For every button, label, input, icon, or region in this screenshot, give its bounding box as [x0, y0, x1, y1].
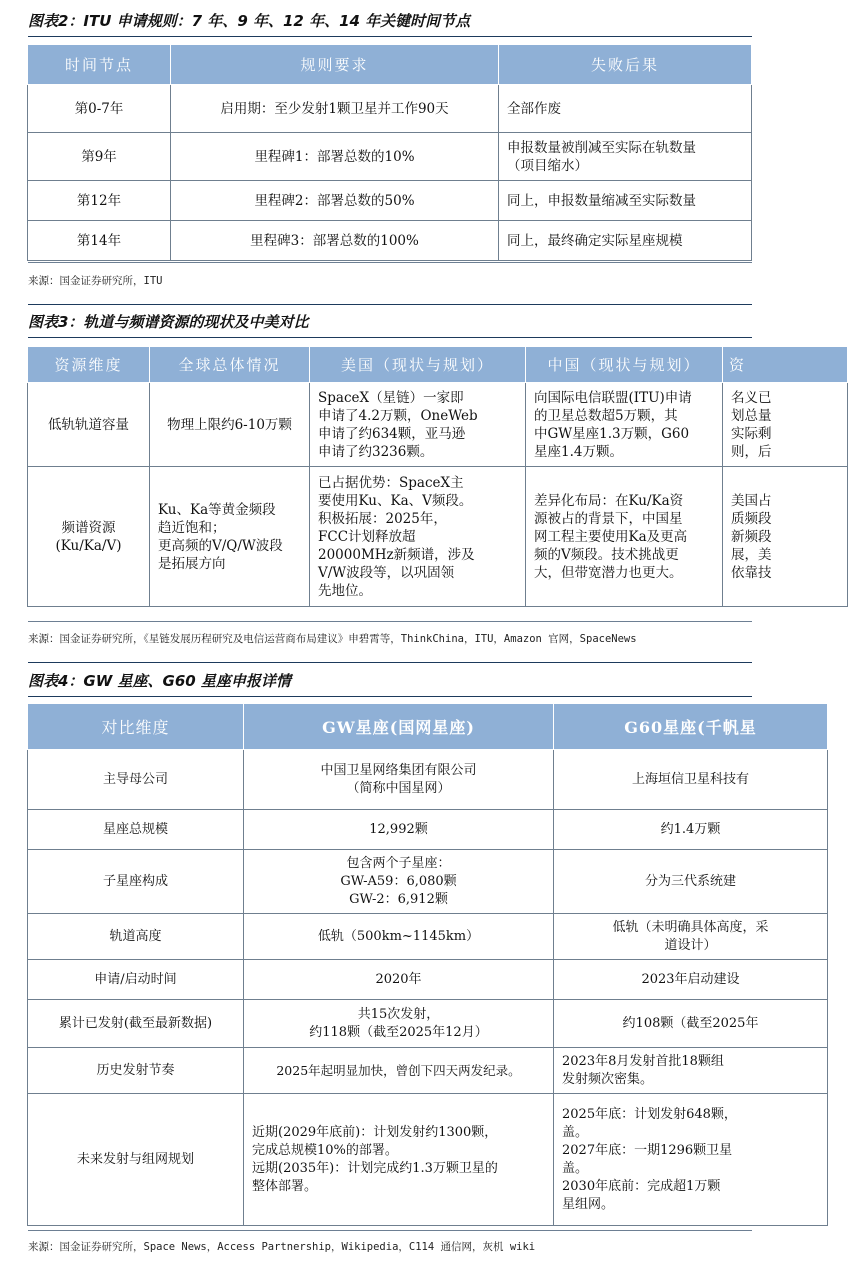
table-cell: 星座总规模: [28, 810, 244, 850]
table-cell: 低轨（未明确具体高度，采 道设计）: [554, 914, 828, 960]
table-cell: 里程碑2：部署总数的50%: [171, 181, 499, 221]
fig4-top-rule: [28, 696, 752, 697]
fig4-top-divider: [28, 662, 752, 663]
fig2-source: 来源：国金证券研究所，ITU: [28, 275, 163, 287]
table-row: [28, 960, 828, 1000]
table-cell: 历史发射节奏: [28, 1048, 244, 1094]
table-cell: 2023年启动建设: [554, 960, 828, 1000]
table-cell: 轨道高度: [28, 914, 244, 960]
fig3-table: [27, 346, 772, 607]
table-row: [28, 1048, 828, 1094]
table-cell: 物理上限约6-10万颗: [150, 383, 310, 467]
table-cell: 已占据优势：SpaceX主 要使用Ku、Ka、V频段。 积极拓展：2025年， FCC计划释放超 20000MHz新频谱，涉及 V/W波段等，以巩固领 先地位。: [310, 467, 526, 607]
table-row: [28, 85, 752, 133]
table-cell: 2025年底：计划发射648颗， 盖。 2027年底：一期1296颗卫星 盖。 2030年底前：完成超1万颗 星组网。: [554, 1094, 828, 1226]
table-cell: 近期(2029年底前)：计划发射约1300颗， 完成总规模10%的部署。 远期(2035年)：计划完成约1.3万颗卫星的 整体部署。: [244, 1094, 554, 1226]
fig4-bottom-rule: [28, 1230, 752, 1231]
table-cell: 第9年: [28, 133, 171, 181]
table-cell: 第14年: [28, 221, 171, 261]
fig3-top-rule: [28, 337, 752, 338]
table-cell: 低轨（500km~1145km）: [244, 914, 554, 960]
table-row: [28, 1000, 828, 1048]
table-cell: 包含两个子星座： GW-A59：6,080颗 GW-2：6,912颗: [244, 850, 554, 914]
table-cell: 2025年起明显加快，曾创下四天两发纪录。: [244, 1048, 554, 1094]
table-cell: 约108颗（截至2025年: [554, 1000, 828, 1048]
table-cell: 申报数量被削减至实际在轨数量 （项目缩水）: [499, 133, 752, 181]
table-row: [28, 810, 828, 850]
fig4-source: 来源：国金证券研究所，Space News，Access Partnership，Wikipedia，C114 通信网，灰机 wiki: [28, 1241, 536, 1253]
table-cell: 第12年: [28, 181, 171, 221]
table-row: [28, 914, 828, 960]
table-cell: SpaceX（星链）一家即 申请了4.2万颗，OneWeb 申请了约634颗，亚马逊 申请了约3236颗。: [310, 383, 526, 467]
table-cell: 中国卫星网络集团有限公司 （简称中国星网）: [244, 750, 554, 810]
table-row: [28, 133, 752, 181]
table-cell: 约1.4万颗: [554, 810, 828, 850]
table-cell: 第0-7年: [28, 85, 171, 133]
fig4-title: 图表4：GW 星座、G60 星座申报详情: [28, 672, 291, 690]
table-cell: 全部作废: [499, 85, 752, 133]
fig3-source: 来源：国金证券研究所，《星链发展历程研究及电信运营商布局建议》申碧霄等，ThinkChina，ITU，Amazon 官网，SpaceNews: [28, 633, 637, 645]
table-cell: 同上，申报数量缩减至实际数量: [499, 181, 752, 221]
table-cell: 低轨轨道容量: [28, 383, 150, 467]
fig2-table: [27, 44, 753, 261]
table-row: [28, 750, 828, 810]
fig3-header-row: [28, 347, 848, 383]
fig2-bottom-rule: [28, 262, 752, 263]
table-cell: 名义已 划总量 实际剩 则，后: [723, 383, 848, 467]
table-row: [28, 221, 752, 261]
fig2-header-cell: 失败后果: [499, 45, 752, 85]
fig3-header-cell: 中国（现状与规划）: [526, 347, 723, 383]
table-cell: 里程碑3：部署总数的100%: [171, 221, 499, 261]
table-cell: 美国占 质频段 新频段 展，美 依靠技: [723, 467, 848, 607]
table-cell: 里程碑1：部署总数的10%: [171, 133, 499, 181]
table-row: [28, 467, 848, 607]
table-cell: 差异化布局：在Ku/Ka资 源被占的背景下，中国星 网工程主要使用Ka及更高 频的V频段。技术挑战更 大，但带宽潜力也更大。: [526, 467, 723, 607]
table-cell: 2020年: [244, 960, 554, 1000]
fig4-header-cell: GW星座(国网星座): [244, 704, 554, 750]
fig4-header-cell: 对比维度: [28, 704, 244, 750]
table-cell: 向国际电信联盟(ITU)申请 的卫星总数超5万颗，其 中GW星座1.3万颗，G60 星座1.4万颗。: [526, 383, 723, 467]
fig2-header-row: [28, 45, 752, 85]
fig3-header-cell: 美国（现状与规划）: [310, 347, 526, 383]
fig3-header-cell: 资源维度: [28, 347, 150, 383]
fig3-bottom-rule: [28, 621, 752, 622]
fig3-header-cell: 资: [723, 347, 848, 383]
fig2-top-rule: [28, 36, 752, 37]
table-row: [28, 1094, 828, 1226]
fig3-title: 图表3：轨道与频谱资源的现状及中美对比: [28, 313, 309, 331]
fig2-header-cell: 规则要求: [171, 45, 499, 85]
fig2-title: 图表2：ITU 申请规则：7 年、9 年、12 年、14 年关键时间节点: [28, 12, 471, 30]
table-cell: 共15次发射， 约118颗（截至2025年12月）: [244, 1000, 554, 1048]
table-cell: 同上，最终确定实际星座规模: [499, 221, 752, 261]
table-cell: 未来发射与组网规划: [28, 1094, 244, 1226]
table-cell: 累计已发射(截至最新数据): [28, 1000, 244, 1048]
table-cell: 申请/启动时间: [28, 960, 244, 1000]
table-cell: 子星座构成: [28, 850, 244, 914]
fig3-top-divider: [28, 304, 752, 305]
table-cell: 分为三代系统建: [554, 850, 828, 914]
table-row: [28, 850, 828, 914]
table-cell: 主导母公司: [28, 750, 244, 810]
table-cell: 频谱资源 (Ku/Ka/V): [28, 467, 150, 607]
table-row: [28, 383, 848, 467]
fig4-header-cell: G60星座(千帆星: [554, 704, 828, 750]
table-cell: 2023年8月发射首批18颗组 发射频次密集。: [554, 1048, 828, 1094]
table-row: [28, 181, 752, 221]
table-cell: 上海垣信卫星科技有: [554, 750, 828, 810]
fig2-header-cell: 时间节点: [28, 45, 171, 85]
table-cell: 启用期：至少发射1颗卫星并工作90天: [171, 85, 499, 133]
fig4-header-row: [28, 704, 828, 750]
fig3-header-cell: 全球总体情况: [150, 347, 310, 383]
fig4-table: [27, 703, 769, 1226]
table-cell: Ku、Ka等黄金频段 趋近饱和； 更高频的V/Q/W波段 是拓展方向: [150, 467, 310, 607]
table-cell: 12,992颗: [244, 810, 554, 850]
